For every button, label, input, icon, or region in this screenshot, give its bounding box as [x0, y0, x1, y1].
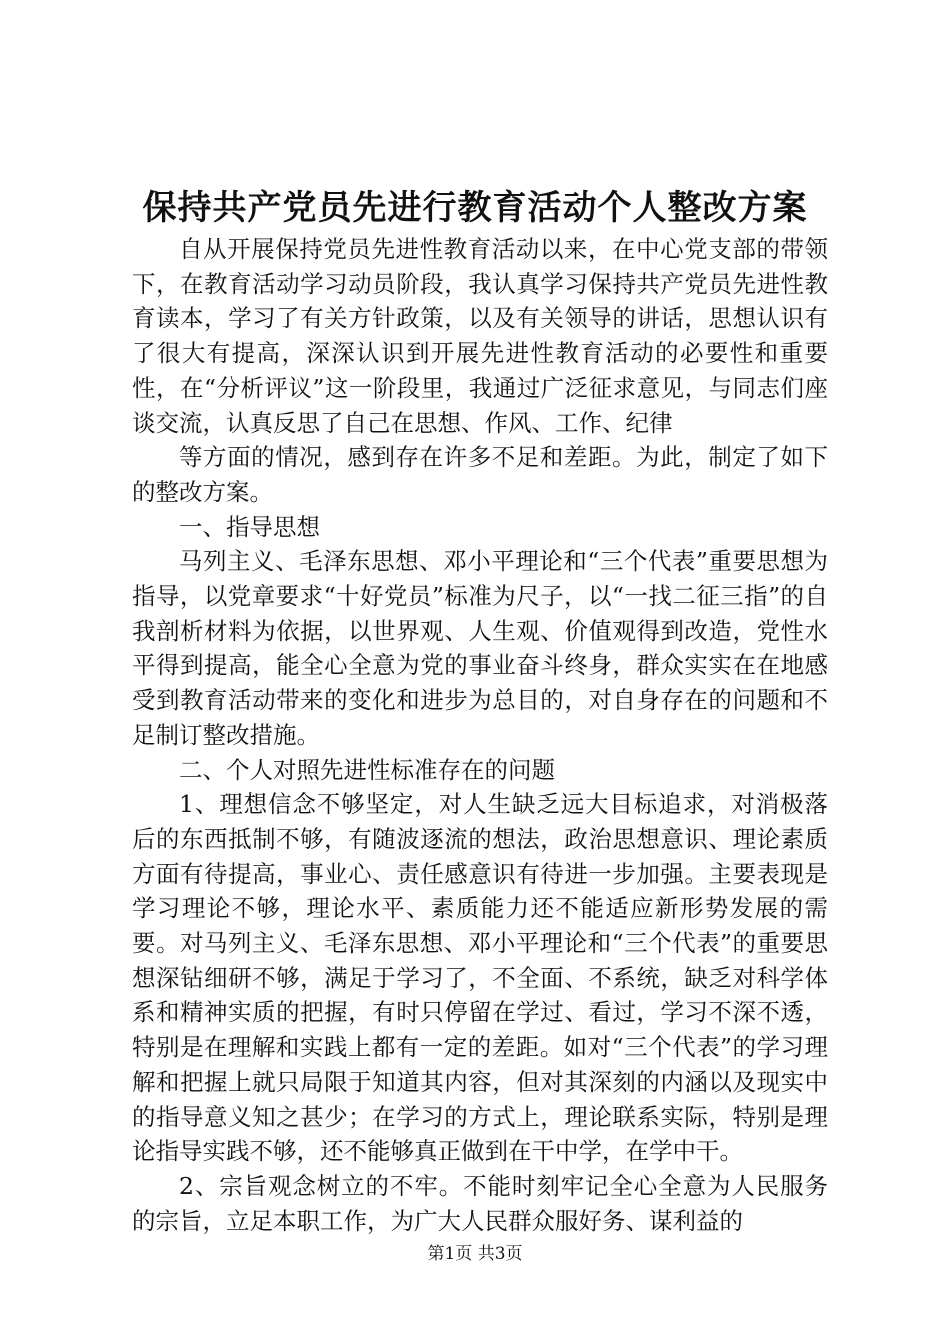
- document-title: 保持共产党员先进行教育活动个人整改方案: [142, 188, 808, 228]
- paragraph-problem-2: 2、宗旨观念树立的不牢。不能时刻牢记全心全意为人民服务的宗旨，立足本职工作，为广大人民群众服好务、谋利益的: [132, 1171, 828, 1235]
- document-body: [132, 232, 828, 1238]
- section-heading-guiding-thought: 一、指导思想: [179, 512, 320, 541]
- page-number-footer: 第1页 共3页: [427, 1244, 523, 1264]
- paragraph-intro-continued: 等方面的情况，感到存在许多不足和差距。为此，制定了如下的整改方案。: [132, 443, 828, 506]
- paragraph-problem-1: 1、理想信念不够坚定，对人生缺乏远大目标追求，对消极落后的东西抵制不够，有随波逐流的想法，政治思想意识、理论素质方面有待提高，事业心、责任感意识有待进一步加强。主要表现是学习理论不够，理论水平、素质能力还不能适应新形势发展的需要。对马列主义、毛泽东思想、邓小平理论和“三个代表”的重要思想深钻细研不够，满足于学习了，不全面、不系统，缺乏对科学体系和精神实质的把握，有时只停留在学过、看过，学习不深不透，特别是在理解和实践上都有一定的差距。如对“三个代表”的学习理解和把握上就只局限于知道其内容，但对其深刻的内涵以及现实中的指导意义知之甚少；在学习的方式上，理论联系实际，特别是理论指导实践不够，还不能够真正做到在干中学，在学中干。: [132, 790, 828, 1166]
- paragraph-intro: 自从开展保持党员先进性教育活动以来，在中心党支部的带领下，在教育活动学习动员阶段，我认真学习保持共产党员先进性教育读本，学习了有关方针政策，以及有关领导的讲话，思想认识有了很大有提高，深深认识到开展先进性教育活动的必要性和重要性，在“分析评议”这一阶段里，我通过广泛征求意见，与同志们座谈交流，认真反思了自己在思想、作风、工作、纪律: [132, 235, 828, 437]
- section-heading-problems: 二、个人对照先进性标准存在的问题: [179, 755, 555, 784]
- paragraph-guiding-thought: 马列主义、毛泽东思想、邓小平理论和“三个代表”重要思想为指导，以党章要求“十好党员”标准为尺子，以“一找二征三指”的自我剖析材料为依据，以世界观、人生观、价值观得到改造，党性水平得到提高，能全心全意为党的事业奋斗终身，群众实实在在地感受到教育活动带来的变化和进步为总目的，对自身存在的问题和不足制订整改措施。: [132, 547, 828, 749]
